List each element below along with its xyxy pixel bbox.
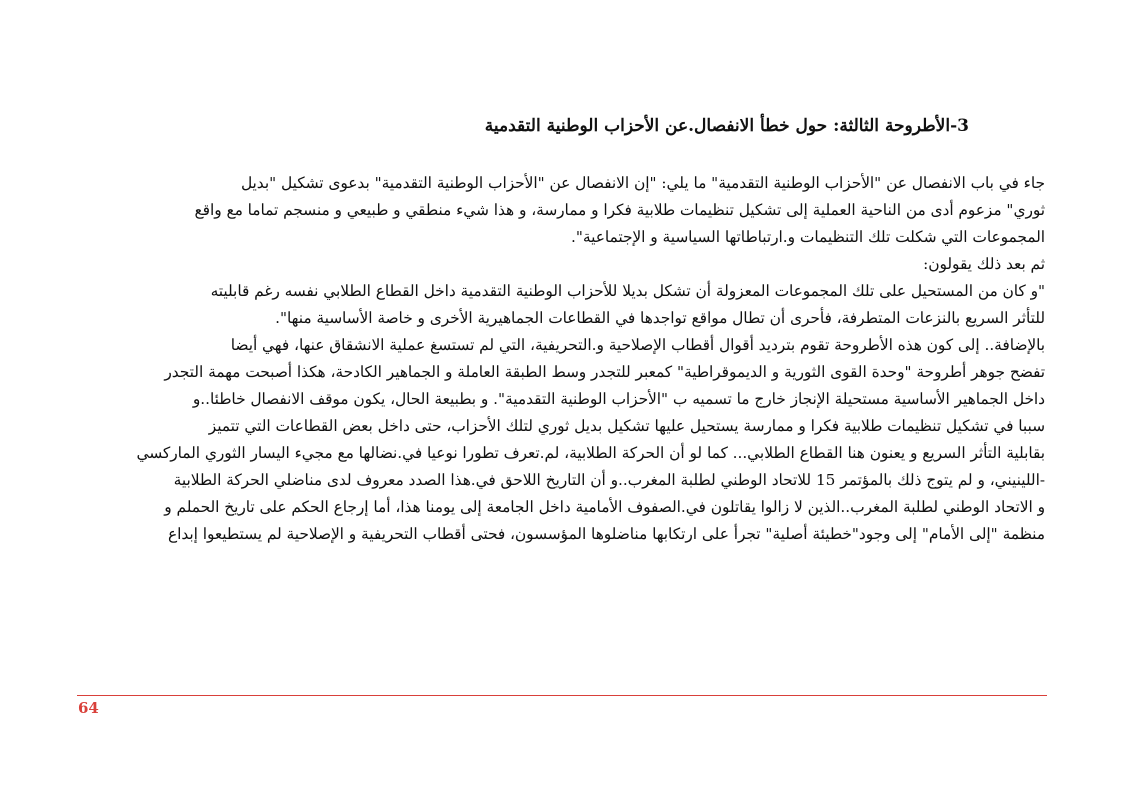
text-line: ثوري" مزعوم أدى من الناحية العملية إلى تشكيل تنظيمات طلابية فكرا و ممارسة، و هذا شيء منطقي و طبيعي و منسجم تماما مع واقع — [194, 201, 1045, 219]
body-text — [77, 170, 1045, 548]
page-number: 64 — [78, 699, 99, 717]
text-line: المجموعات التي شكلت تلك التنظيمات و.ارتباطاتها السياسية و الإجتماعية". — [571, 228, 1045, 246]
text-line: بالإضافة.. إلى كون هذه الأطروحة تقوم بترديد أقوال أقطاب الإصلاحية و.التحريفية، التي لم تستسغ عملية الانشقاق عنها، فهي أيضا — [230, 336, 1045, 354]
text-line: سببا في تشكيل تنظيمات طلابية فكرا و ممارسة يستحيل عليها تشكيل بديل ثوري لتلك الأحزاب، حتى داخل بعض القطاعات التي تتميز — [208, 417, 1045, 435]
quote-line: للتأثر السريع بالنزعات المتطرفة، فأحرى أن تطال مواقع تواجدها في القطاعات الجماهيرية الأخرى و خاصة الأساسية منها". — [275, 309, 1045, 327]
section-heading: 3-الأطروحة الثالثة: حول خطأ الانفصال.عن الأحزاب الوطنية التقدمية — [484, 116, 969, 136]
text-line: جاء في باب الانفصال عن "الأحزاب الوطنية التقدمية" ما يلي: "إن الانفصال عن "الأحزاب الوطنية التقدمية" بدعوى تشكيل "بديل — [240, 174, 1045, 192]
text-line: تفضح جوهر أطروحة "وحدة القوى الثورية و الديموقراطية" كمعبر للتجدر وسط الطبقة العاملة و الجماهير الكادحة، هكذا أصبحت مهمة التجدر — [164, 363, 1045, 381]
footer-divider — [77, 695, 1047, 696]
text-line: بقابلية التأثر السريع و يعنون هنا القطاع الطلابي... كما لو أن الحركة الطلابية، لم.تعرف تطورا نوعيا في.نضالها مع مجيء اليسار الثوري الماركسي — [136, 444, 1045, 462]
text-line: داخل الجماهير الأساسية مستحيلة الإنجاز خارج ما تسميه ب "الأحزاب الوطنية التقدمية". و بطبيعة الحال، يكون موقف الانفصال خاطئا..و — [192, 390, 1045, 408]
text-line: و الاتحاد الوطني لطلبة المغرب..الذين لا زالوا يقاتلون في.الصفوف الأمامية داخل الجامعة إلى يومنا هذا، أما إرجاع الحكم على تاريخ الحملم و — [164, 498, 1045, 516]
text-line: ثم بعد ذلك يقولون: — [923, 255, 1045, 273]
quote-line: "و كان من المستحيل على تلك المجموعات المعزولة أن تشكل بديلا للأحزاب الوطنية التقدمية داخل القطاع الطلابي نفسه رغم قابليته — [210, 282, 1045, 300]
text-line: منظمة "إلى الأمام" إلى وجود"خطيئة أصلية" تجرأ على ارتكابها مناضلوها المؤسسون، فحتى أقطاب التحريفية و الإصلاحية لم يستطيعوا إبداع — [168, 525, 1045, 543]
text-line: -اللينيني، و لم يتوج ذلك بالمؤتمر 15 للاتحاد الوطني لطلبة المغرب..و أن التاريخ اللاحق في.هذا الصدد معروف لدى مناضلي الحركة الطلابية — [173, 471, 1045, 489]
